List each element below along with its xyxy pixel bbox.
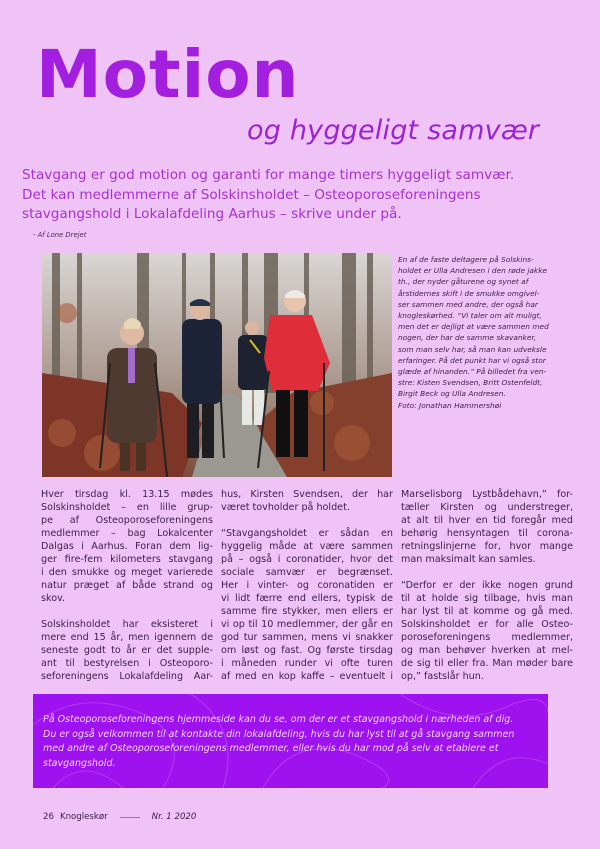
article-photo	[42, 253, 392, 477]
body-line: i den smukke og meget varierede	[41, 567, 213, 578]
caption-line: som man selv har, så man kan udveksle	[398, 344, 547, 354]
body-line: de sig til eller fra. Man møder bare	[401, 658, 573, 669]
article-subtitle: og hyggeligt samvær	[247, 115, 540, 146]
body-paragraph	[401, 579, 573, 683]
body-line: mere end 15 år, men igennem de	[41, 632, 213, 643]
caption-line: Foto: Jonathan Hammershøi	[398, 400, 502, 410]
caption-line: glæde af hinanden.” På billedet fra ven-	[398, 367, 547, 377]
body-line: hus, Kirsten Svendsen, der har	[221, 489, 393, 500]
article-title: Motion	[36, 36, 300, 113]
body-line: Solskinsholdet har eksisteret i	[41, 619, 213, 630]
body-line: til at holde sig tilbage, hvis man	[401, 593, 573, 604]
body-line: Dalgas i Aarhus. Foran dem lig-	[41, 541, 213, 552]
body-line: “Derfor er der ikke nogen grund	[401, 580, 573, 591]
body-column-3	[401, 488, 573, 696]
body-column-1	[41, 488, 213, 696]
body-line: Marselisborg Lystbådehavn,” for-	[401, 489, 573, 500]
caption-line: th., der nyder gåturene og synet af	[398, 277, 529, 287]
page-footer	[43, 812, 196, 822]
byline: - Af Lone Drejet	[33, 231, 87, 239]
body-paragraph	[41, 618, 213, 683]
body-line: i måneden runder vi ofte turen	[221, 658, 393, 669]
body-column-2	[221, 488, 393, 696]
body-line: af med en kop kaffe – eventuelt i	[221, 671, 393, 682]
body-line: tæller Kirsten og understreger,	[401, 502, 573, 513]
lead-paragraph	[22, 166, 515, 225]
body-line: behørig hensyntagen til corona-	[401, 528, 573, 539]
body-line: har lyst til at komme og gå med.	[401, 606, 573, 617]
info-line: Du er også velkommen til at kontakte din lokalafdeling, hvis du har lyst til at gå stavgang sammen	[43, 728, 515, 740]
body-line: hyggelig måde at være sammen	[221, 541, 393, 552]
body-line: vi lidt færre end ellers, typisk de	[221, 593, 393, 604]
lead-line: stavgangshold i Lokalafdeling Aarhus – skrive under på.	[22, 206, 402, 222]
lead-line: Det kan medlemmerne af Solskinsholdet – Osteoporoseforeningens	[22, 186, 481, 203]
caption-line: stre: Kisten Svendsen, Britt Ostenfeldt,	[398, 378, 543, 388]
caption-line: men det er dejligt at være sammen med	[398, 322, 549, 332]
issue-number: Nr. 1 2020	[151, 812, 197, 822]
body-line: seforeningens Lokalafdeling Aar-	[41, 671, 213, 682]
body-line: Hver tirsdag kl. 13.15 mødes	[41, 489, 213, 500]
body-line: på – også i coronatider, hvor det	[221, 554, 393, 565]
body-line: medlemmer – bag Lokalcenter	[41, 528, 213, 539]
caption-line: knogleskørhed. “Vi taler om alt muligt,	[398, 311, 542, 321]
caption-line: nogen, der har de samme skavanker,	[398, 333, 537, 343]
body-line: Her i vinter- og coronatiden er	[221, 580, 393, 591]
body-line: man maksimalt kan samles.	[401, 554, 536, 565]
body-line: poroseforeningens medlemmer,	[401, 632, 573, 643]
body-line: samme fire stykker, men ellers er	[221, 606, 393, 617]
body-paragraph	[41, 488, 213, 605]
body-paragraph	[221, 488, 393, 514]
body-line: ant til bestyrelsen i Osteoporo-	[41, 658, 213, 669]
body-line: retningslinjerne for, hvor mange	[401, 541, 573, 552]
magazine-name: Knogleskør	[59, 812, 108, 822]
info-box-text	[43, 713, 543, 771]
body-line: “Stavgangsholdet er sådan en	[221, 528, 393, 539]
body-line: om løst og fast. Og første tirsdag	[221, 645, 393, 656]
caption-line: erfaringer. På det punkt har vi også stor	[398, 355, 546, 365]
body-line: god tur sammen, mens vi snakker	[221, 632, 393, 643]
body-line: Solskinsholdet er for alle Osteo-	[401, 619, 573, 630]
body-line: været tovholder på holdet.	[221, 502, 350, 513]
body-line: natur præget af både strand og	[41, 580, 213, 591]
caption-line: En af de faste deltagere på Solskins-	[398, 255, 534, 264]
caption-line: ser sammen med andre, der også har	[398, 299, 538, 309]
body-paragraph	[401, 488, 573, 566]
info-line: stavgangshold.	[43, 757, 116, 769]
body-line: op,” fastslår hun.	[401, 671, 484, 682]
body-line: at alt til hver en tid foregår med	[401, 515, 573, 526]
info-box	[33, 694, 548, 788]
body-line: seneste godt to år er det supple-	[41, 645, 213, 656]
caption-line: Birgit Beck og Ulla Andresen.	[398, 389, 506, 399]
footer-divider	[120, 817, 140, 818]
info-line: med andre af Osteoporoseforeningens medlemmer, eller hvis du har mod på selv at etablere et	[43, 743, 499, 755]
caption-line: årstidernes skift i de smukke omgivel-	[398, 288, 540, 298]
lead-line: Stavgang er god motion og garanti for mange timers hyggeligt samvær.	[22, 167, 515, 183]
body-line: vi op til 10 medlemmer, der går en	[221, 619, 393, 630]
info-line: På Osteoporoseforeningens hjemmeside kan du se, om der er et stavgangshold i nærheden af dig.	[43, 714, 514, 725]
body-line: pe af Osteoporoseforeningens	[41, 515, 213, 526]
body-line: Solskinsholdet – en lille grup-	[41, 502, 213, 513]
body-line: og man behøver hverken at mel-	[401, 645, 573, 656]
photo-caption	[398, 254, 560, 411]
body-line: ger fire-fem kilometers stavgang	[41, 554, 213, 565]
body-line: sociale samvær er begrænset.	[221, 567, 393, 578]
caption-line: holdet er Ulla Andresen i den røde jakke	[398, 266, 548, 276]
page-number: 26	[43, 812, 54, 822]
body-line: skov.	[41, 593, 66, 604]
body-paragraph	[221, 527, 393, 683]
